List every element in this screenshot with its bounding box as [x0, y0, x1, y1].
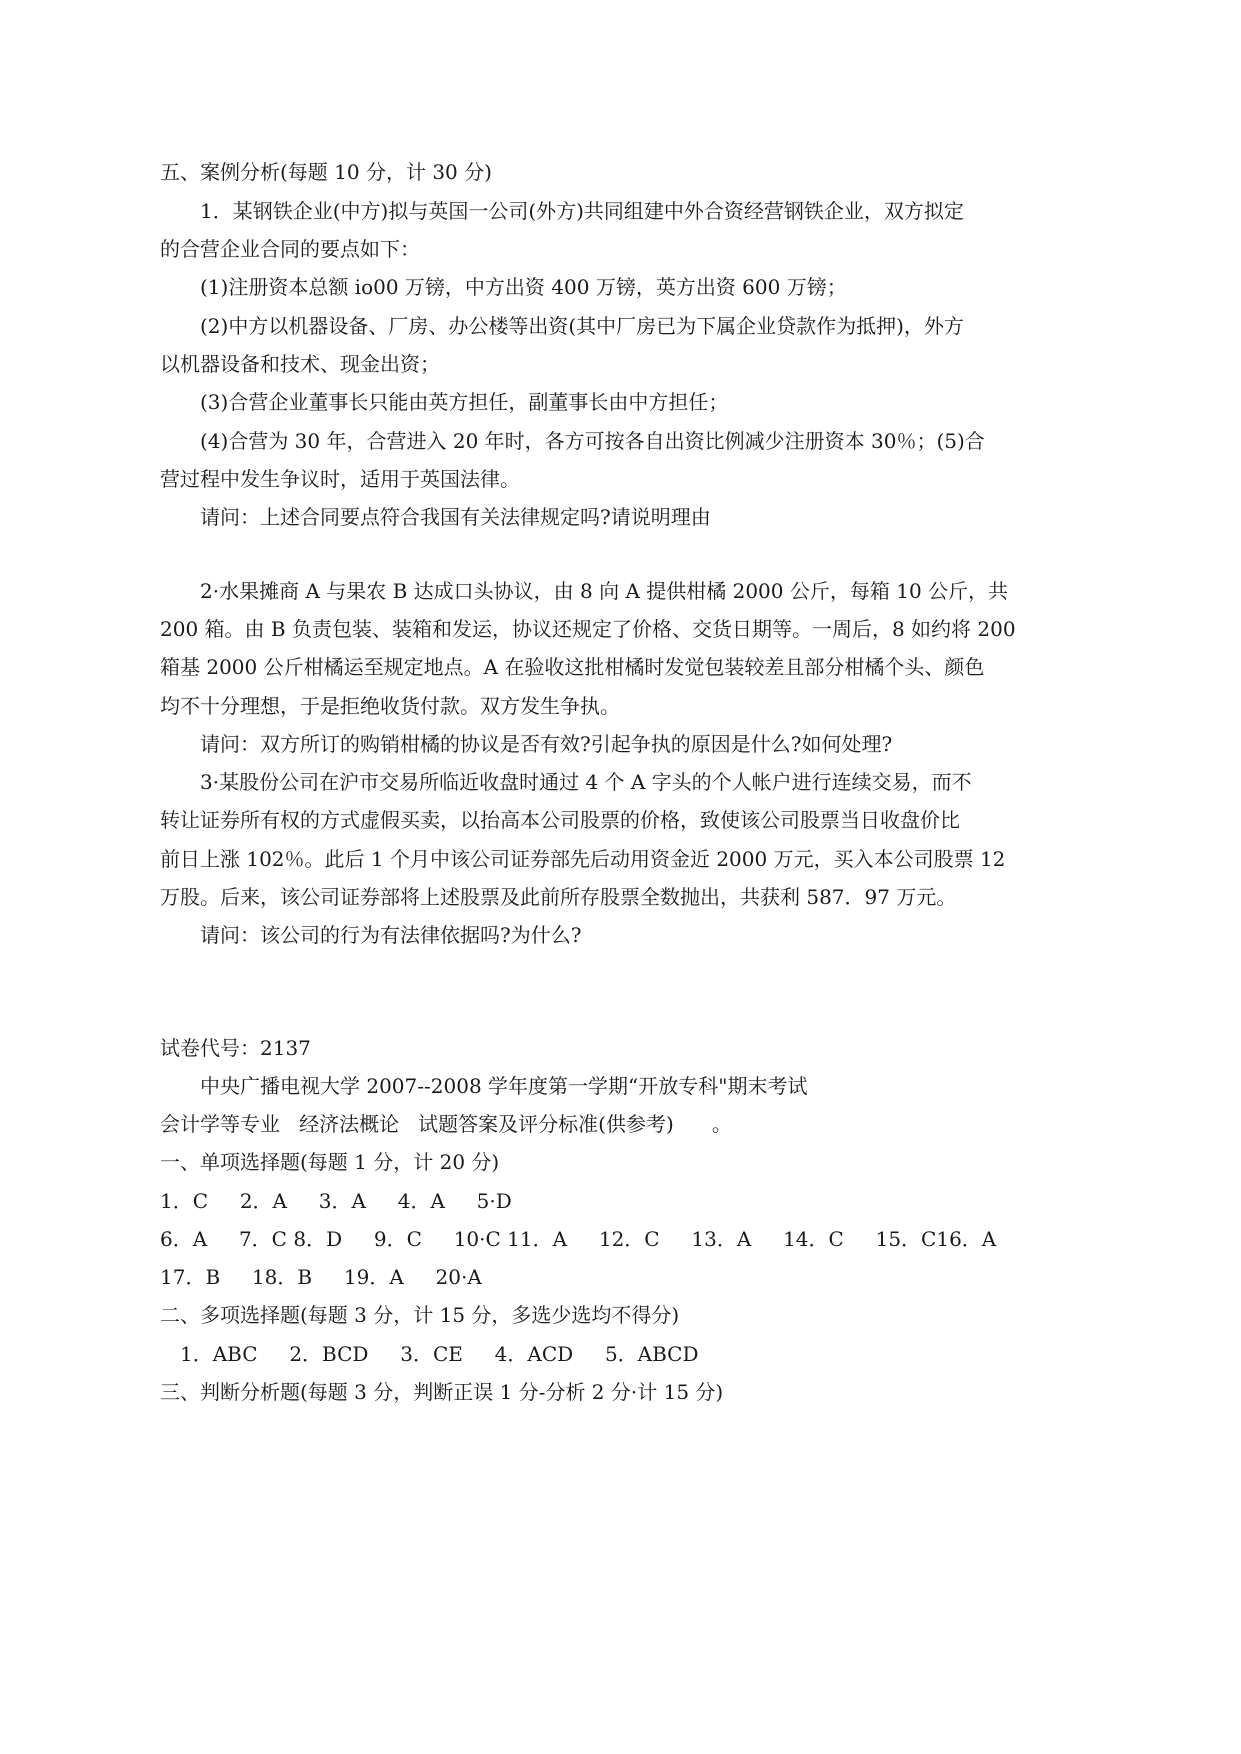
single-choice-answers-row3: 17．B 18．B 19．A 20·A	[160, 1265, 482, 1289]
case2-line4: 均不十分理想，于是拒绝收货付款。双方发生争执。	[160, 694, 620, 718]
case3-line3: 前日上涨 102％。此后 1 个月中该公司证券部先后动用资金近 2000 万元，买入本公司股票 12	[160, 847, 1006, 871]
case3-line4: 万股。后来，该公司证券部将上述股票及此前所存股票全数抛出，共获利 587．97 万元。	[160, 885, 957, 909]
case1-point3: (3)合营企业董事长只能由英方担任，副董事长由中方担任；	[200, 390, 729, 414]
case2-question: 请问：双方所订的购销柑橘的协议是否有效?引起争执的原因是什么?如何处理?	[200, 732, 893, 756]
case1-intro-line2: 的合营企业合同的要点如下：	[160, 237, 420, 261]
case2-line3: 箱基 2000 公斤柑橘运至规定地点。A 在验收这批柑橘时发觉包装较差且部分柑橘个头、颜色	[160, 655, 985, 679]
case1-point2-line2: 以机器设备和技术、现金出资；	[160, 352, 440, 376]
single-choice-answers-row2: 6．A 7．C 8．D 9．C 10·C 11．A 12．C 13．A 14．C 15．C16．A	[160, 1227, 997, 1251]
case3-line2: 转让证券所有权的方式虚假买卖，以抬高本公司股票的价格，致使该公司股票当日收盘价比	[160, 808, 960, 832]
case2-line2: 200 箱。由 B 负责包装、装箱和发运，协议还规定了价格、交货日期等。一周后，8 如约将 200	[160, 617, 1016, 641]
exam-title: 中央广播电视大学 2007--2008 学年度第一学期“开放专科"期末考试	[200, 1074, 808, 1098]
case1-question: 请问：上述合同要点符合我国有关法律规定吗?请说明理由	[200, 505, 711, 529]
paper-code: 试卷代号：2137	[160, 1036, 311, 1060]
case1-point1: (1)注册资本总额 io00 万镑，中方出资 400 万镑，英方出资 600 万镑；	[200, 275, 847, 299]
answer-key-subtitle: 会计学等专业 经济法概论 试题答案及评分标准(供参考) 。	[160, 1112, 732, 1136]
single-choice-answers-row1: 1．C 2．A 3．A 4．A 5·D	[160, 1189, 512, 1213]
case1-point4-line2: 营过程中发生争议时，适用于英国法律。	[160, 467, 520, 491]
case2-line1: 2·水果摊商 A 与果农 B 达成口头协议，由 8 向 A 提供柑橘 2000 公斤，每箱 10 公斤，共	[200, 579, 1009, 603]
case1-intro-line1: 1．某钢铁企业(中方)拟与英国一公司(外方)共同组建中外合资经营钢铁企业，双方拟定	[200, 199, 964, 223]
judgment-analysis-heading: 三、判断分析题(每题 3 分，判断正误 1 分-分析 2 分·计 15 分)	[160, 1380, 724, 1404]
multiple-choice-answers-row1: 1．ABC 2．BCD 3．CE 4．ACD 5．ABCD	[180, 1342, 699, 1366]
case3-line1: 3·某股份公司在沪市交易所临近收盘时通过 4 个 A 字头的个人帐户进行连续交易，而不	[200, 770, 972, 794]
case1-point2-line1: (2)中方以机器设备、厂房、办公楼等出资(其中厂房已为下属企业贷款作为抵押)，外方	[200, 314, 964, 338]
multiple-choice-heading: 二、多项选择题(每题 3 分，计 15 分，多选少选均不得分)	[160, 1303, 680, 1327]
case1-point4-line1: (4)合营为 30 年，合营进入 20 年时，各方可按各自出资比例减少注册资本 30％；(5)合	[200, 429, 985, 453]
case-section-heading: 五、案例分析(每题 10 分，计 30 分)	[160, 160, 492, 184]
case3-question: 请问：该公司的行为有法律依据吗?为什么?	[200, 923, 582, 947]
single-choice-heading: 一、单项选择题(每题 1 分，计 20 分)	[160, 1150, 500, 1174]
